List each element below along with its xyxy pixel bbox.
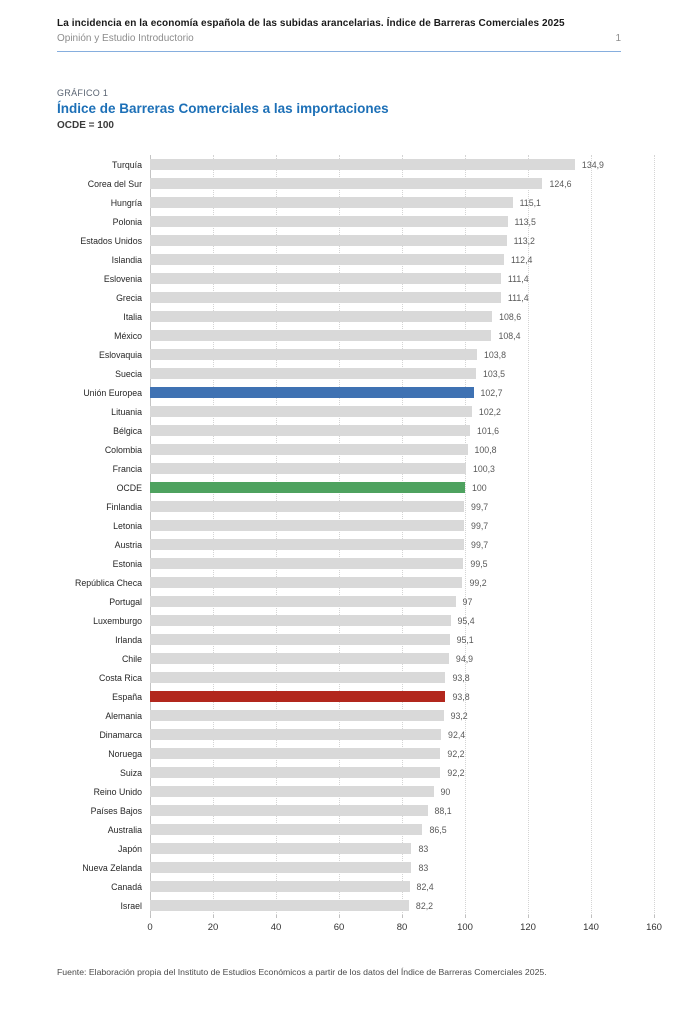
value-label: 100 bbox=[472, 482, 487, 493]
category-label: Bélgica bbox=[113, 425, 142, 436]
x-axis-tick-mark bbox=[213, 915, 214, 918]
bar-track bbox=[150, 235, 654, 246]
category-label: Polonia bbox=[112, 216, 142, 227]
category-label: Eslovenia bbox=[103, 273, 142, 284]
bar-track bbox=[150, 653, 654, 664]
value-label: 83 bbox=[418, 862, 429, 873]
category-label: Australia bbox=[107, 824, 142, 835]
category-label: Estados Unidos bbox=[80, 235, 142, 246]
chart-row bbox=[57, 763, 654, 782]
chart-subtitle: OCDE = 100 bbox=[57, 120, 114, 131]
value-label: 103,5 bbox=[483, 368, 506, 379]
category-label: Colombia bbox=[104, 444, 142, 455]
bar bbox=[150, 292, 501, 303]
category-label: Corea del Sur bbox=[87, 178, 142, 189]
bar bbox=[150, 881, 410, 892]
bar-track bbox=[150, 634, 654, 645]
bar bbox=[150, 729, 441, 740]
value-label: 93,2 bbox=[450, 710, 468, 721]
chart-title: Índice de Barreras Comerciales a las importaciones bbox=[57, 101, 389, 116]
bar-track bbox=[150, 881, 654, 892]
value-label: 101,6 bbox=[477, 425, 500, 436]
category-label: Irlanda bbox=[115, 634, 142, 645]
category-label: OCDE bbox=[116, 482, 142, 493]
bar-track bbox=[150, 178, 654, 189]
chart-row bbox=[57, 155, 654, 174]
value-label: 99,7 bbox=[471, 539, 489, 550]
chart-row bbox=[57, 535, 654, 554]
x-axis-tick-label: 60 bbox=[333, 922, 345, 933]
value-label: 111,4 bbox=[507, 273, 529, 284]
bar-track bbox=[150, 254, 654, 265]
bar bbox=[150, 748, 440, 759]
bar bbox=[150, 786, 434, 797]
chart-row bbox=[57, 497, 654, 516]
x-axis-tick-mark bbox=[465, 915, 466, 918]
value-label: 100,8 bbox=[474, 444, 497, 455]
value-label: 113,2 bbox=[513, 235, 535, 246]
chart-row bbox=[57, 839, 654, 858]
bar-track bbox=[150, 900, 654, 911]
header-divider bbox=[57, 51, 621, 52]
category-label: Israel bbox=[120, 900, 142, 911]
chart-row bbox=[57, 212, 654, 231]
value-label: 108,4 bbox=[498, 330, 521, 341]
bar-track bbox=[150, 748, 654, 759]
bar bbox=[150, 577, 462, 588]
category-label: Hungría bbox=[110, 197, 142, 208]
bar-chart bbox=[57, 155, 662, 941]
bar bbox=[150, 710, 444, 721]
value-label: 99,7 bbox=[471, 520, 489, 531]
category-label: Letonia bbox=[113, 520, 142, 531]
bar bbox=[150, 368, 476, 379]
category-label: Lituania bbox=[111, 406, 142, 417]
chart-row bbox=[57, 288, 654, 307]
value-label: 92,2 bbox=[447, 767, 465, 778]
bar bbox=[150, 539, 464, 550]
chart-row bbox=[57, 801, 654, 820]
value-label: 113,5 bbox=[514, 216, 536, 227]
chart-row bbox=[57, 554, 654, 573]
bar-highlighted bbox=[150, 691, 445, 702]
value-label: 102,7 bbox=[480, 387, 503, 398]
x-axis-tick-label: 20 bbox=[207, 922, 219, 933]
category-label: Eslovaquia bbox=[98, 349, 142, 360]
bar bbox=[150, 406, 472, 417]
chart-row bbox=[57, 592, 654, 611]
category-label: Italia bbox=[123, 311, 142, 322]
x-axis-tick-mark bbox=[402, 915, 403, 918]
chart-row bbox=[57, 630, 654, 649]
chart-row bbox=[57, 820, 654, 839]
bar bbox=[150, 558, 463, 569]
value-label: 95,4 bbox=[457, 615, 475, 626]
category-label: Canadá bbox=[111, 881, 142, 892]
document-title: La incidencia en la economía española de las subidas arancelarias. Índice de Barreras Comerciales 2025 bbox=[57, 18, 565, 29]
bar-track bbox=[150, 539, 654, 550]
category-label: México bbox=[114, 330, 142, 341]
value-label: 111,4 bbox=[507, 292, 529, 303]
bar bbox=[150, 501, 464, 512]
bar-track bbox=[150, 710, 654, 721]
chart-row bbox=[57, 687, 654, 706]
category-label: Nueva Zelanda bbox=[82, 862, 142, 873]
category-label: Japón bbox=[118, 843, 142, 854]
category-label: Alemania bbox=[105, 710, 142, 721]
value-label: 95,1 bbox=[456, 634, 474, 645]
x-axis-tick-mark bbox=[528, 915, 529, 918]
bar bbox=[150, 824, 422, 835]
x-axis-tick-label: 120 bbox=[520, 922, 536, 933]
x-axis-tick-mark bbox=[339, 915, 340, 918]
bar-track bbox=[150, 273, 654, 284]
x-axis-tick-label: 40 bbox=[270, 922, 282, 933]
chart-row bbox=[57, 364, 654, 383]
figure-header bbox=[57, 88, 621, 131]
bar bbox=[150, 254, 504, 265]
x-axis-tick-label: 140 bbox=[583, 922, 599, 933]
document-subtitle: Opinión y Estudio Introductorio bbox=[57, 33, 194, 44]
value-label: 94,9 bbox=[455, 653, 474, 664]
value-label: 99,2 bbox=[469, 577, 487, 588]
bar bbox=[150, 178, 542, 189]
bar-track bbox=[150, 463, 654, 474]
category-label: Francia bbox=[112, 463, 142, 474]
value-label: 86,5 bbox=[429, 824, 447, 835]
x-axis-tick-label: 80 bbox=[396, 922, 408, 933]
category-label: Estonia bbox=[112, 558, 142, 569]
bar-track bbox=[150, 368, 654, 379]
bar-track bbox=[150, 691, 654, 702]
bar bbox=[150, 520, 464, 531]
value-label: 124,6 bbox=[549, 178, 572, 189]
x-axis-tick-label: 160 bbox=[646, 922, 662, 933]
chart-row bbox=[57, 706, 654, 725]
bar bbox=[150, 862, 411, 873]
bar-track bbox=[150, 425, 654, 436]
bar-track bbox=[150, 615, 654, 626]
category-label: Reino Unido bbox=[93, 786, 142, 797]
bar bbox=[150, 463, 466, 474]
page-header bbox=[0, 0, 678, 52]
chart-row bbox=[57, 269, 654, 288]
category-label: Austria bbox=[114, 539, 142, 550]
category-label: Turquía bbox=[112, 159, 142, 170]
x-axis-tick-mark bbox=[654, 915, 655, 918]
chart-row bbox=[57, 231, 654, 250]
bar-highlighted bbox=[150, 482, 465, 493]
value-label: 88,1 bbox=[434, 805, 452, 816]
value-label: 82,2 bbox=[415, 900, 434, 911]
chart-row bbox=[57, 307, 654, 326]
chart-plot-area bbox=[57, 155, 654, 915]
bar-track bbox=[150, 387, 654, 398]
value-label: 92,4 bbox=[448, 729, 466, 740]
bar-track bbox=[150, 349, 654, 360]
category-label: Finlandia bbox=[106, 501, 142, 512]
bar bbox=[150, 596, 456, 607]
value-label: 99,7 bbox=[471, 501, 489, 512]
bar bbox=[150, 805, 428, 816]
bar bbox=[150, 425, 470, 436]
category-label: Portugal bbox=[109, 596, 142, 607]
bar bbox=[150, 311, 492, 322]
x-axis-tick-label: 0 bbox=[147, 922, 153, 933]
chart-rows bbox=[57, 155, 654, 915]
bar-track bbox=[150, 824, 654, 835]
bar-track bbox=[150, 577, 654, 588]
category-label: España bbox=[112, 691, 142, 702]
chart-row bbox=[57, 193, 654, 212]
category-label: Suiza bbox=[119, 767, 142, 778]
chart-row bbox=[57, 421, 654, 440]
source-note: Fuente: Elaboración propia del Instituto de Estudios Económicos a partir de los datos del Índice de Barreras Comerciales 2025. bbox=[57, 967, 547, 977]
chart-row bbox=[57, 459, 654, 478]
header-subrow bbox=[57, 33, 621, 44]
chart-row bbox=[57, 174, 654, 193]
chart-row bbox=[57, 250, 654, 269]
chart-row bbox=[57, 611, 654, 630]
chart-row bbox=[57, 573, 654, 592]
category-label: Países Bajos bbox=[90, 805, 142, 816]
value-label: 93,8 bbox=[452, 691, 470, 702]
category-label: Grecia bbox=[116, 292, 142, 303]
figure-label: GRÁFICO 1 bbox=[57, 88, 109, 98]
bar bbox=[150, 843, 411, 854]
category-label: República Checa bbox=[75, 577, 142, 588]
page-number: 1 bbox=[615, 33, 621, 44]
bar-track bbox=[150, 805, 654, 816]
chart-row bbox=[57, 345, 654, 364]
bar bbox=[150, 634, 450, 645]
chart-row bbox=[57, 478, 654, 497]
bar-track bbox=[150, 767, 654, 778]
value-label: 82,4 bbox=[416, 881, 434, 892]
category-label: Suecia bbox=[115, 368, 142, 379]
value-label: 83 bbox=[418, 843, 429, 854]
chart-row bbox=[57, 516, 654, 535]
chart-row bbox=[57, 440, 654, 459]
category-label: Luxemburgo bbox=[93, 615, 142, 626]
bar-track bbox=[150, 482, 654, 493]
category-label: Costa Rica bbox=[98, 672, 142, 683]
chart-row bbox=[57, 326, 654, 345]
bar-highlighted bbox=[150, 387, 474, 398]
chart-row bbox=[57, 668, 654, 687]
bar bbox=[150, 615, 451, 626]
value-label: 90 bbox=[440, 786, 451, 797]
chart-row bbox=[57, 725, 654, 744]
bar-track bbox=[150, 292, 654, 303]
bar bbox=[150, 159, 575, 170]
value-label: 93,8 bbox=[452, 672, 470, 683]
value-label: 102,2 bbox=[478, 406, 501, 417]
value-label: 134,9 bbox=[581, 159, 604, 170]
chart-row bbox=[57, 782, 654, 801]
chart-row bbox=[57, 402, 654, 421]
category-label: Islandia bbox=[111, 254, 142, 265]
category-label: Chile bbox=[121, 653, 142, 664]
bar bbox=[150, 235, 507, 246]
bar-track bbox=[150, 216, 654, 227]
chart-row bbox=[57, 649, 654, 668]
chart-row bbox=[57, 896, 654, 915]
bar-track bbox=[150, 558, 654, 569]
bar bbox=[150, 273, 501, 284]
value-label: 115,1 bbox=[519, 197, 541, 208]
x-axis bbox=[147, 915, 662, 941]
value-label: 100,3 bbox=[472, 463, 495, 474]
value-label: 103,8 bbox=[483, 349, 506, 360]
bar-track bbox=[150, 862, 654, 873]
category-label: Dinamarca bbox=[99, 729, 142, 740]
bar bbox=[150, 767, 440, 778]
x-axis-tick-mark bbox=[276, 915, 277, 918]
bar-track bbox=[150, 596, 654, 607]
bar-track bbox=[150, 520, 654, 531]
bar-track bbox=[150, 501, 654, 512]
bar-track bbox=[150, 406, 654, 417]
bar bbox=[150, 197, 513, 208]
chart-row bbox=[57, 744, 654, 763]
value-label: 112,4 bbox=[511, 254, 533, 265]
value-label: 108,6 bbox=[499, 311, 522, 322]
x-axis-tick-mark bbox=[150, 915, 151, 918]
bar bbox=[150, 216, 508, 227]
bar-track bbox=[150, 330, 654, 341]
bar-track bbox=[150, 444, 654, 455]
bar-track bbox=[150, 843, 654, 854]
bar-track bbox=[150, 311, 654, 322]
chart-row bbox=[57, 877, 654, 896]
bar-track bbox=[150, 729, 654, 740]
value-label: 99,5 bbox=[470, 558, 488, 569]
bar-track bbox=[150, 159, 654, 170]
value-label: 92,2 bbox=[447, 748, 465, 759]
gridline bbox=[654, 155, 655, 915]
bar bbox=[150, 672, 445, 683]
bar bbox=[150, 653, 449, 664]
bar bbox=[150, 444, 468, 455]
x-axis-tick-label: 100 bbox=[457, 922, 473, 933]
x-axis-tick-mark bbox=[591, 915, 592, 918]
bar bbox=[150, 900, 409, 911]
bar-track bbox=[150, 672, 654, 683]
bar bbox=[150, 330, 491, 341]
chart-row bbox=[57, 383, 654, 402]
chart-row bbox=[57, 858, 654, 877]
bar bbox=[150, 349, 477, 360]
bar-track bbox=[150, 786, 654, 797]
bar-track bbox=[150, 197, 654, 208]
category-label: Unión Europea bbox=[83, 387, 142, 398]
category-label: Noruega bbox=[108, 748, 142, 759]
value-label: 97 bbox=[462, 596, 473, 607]
